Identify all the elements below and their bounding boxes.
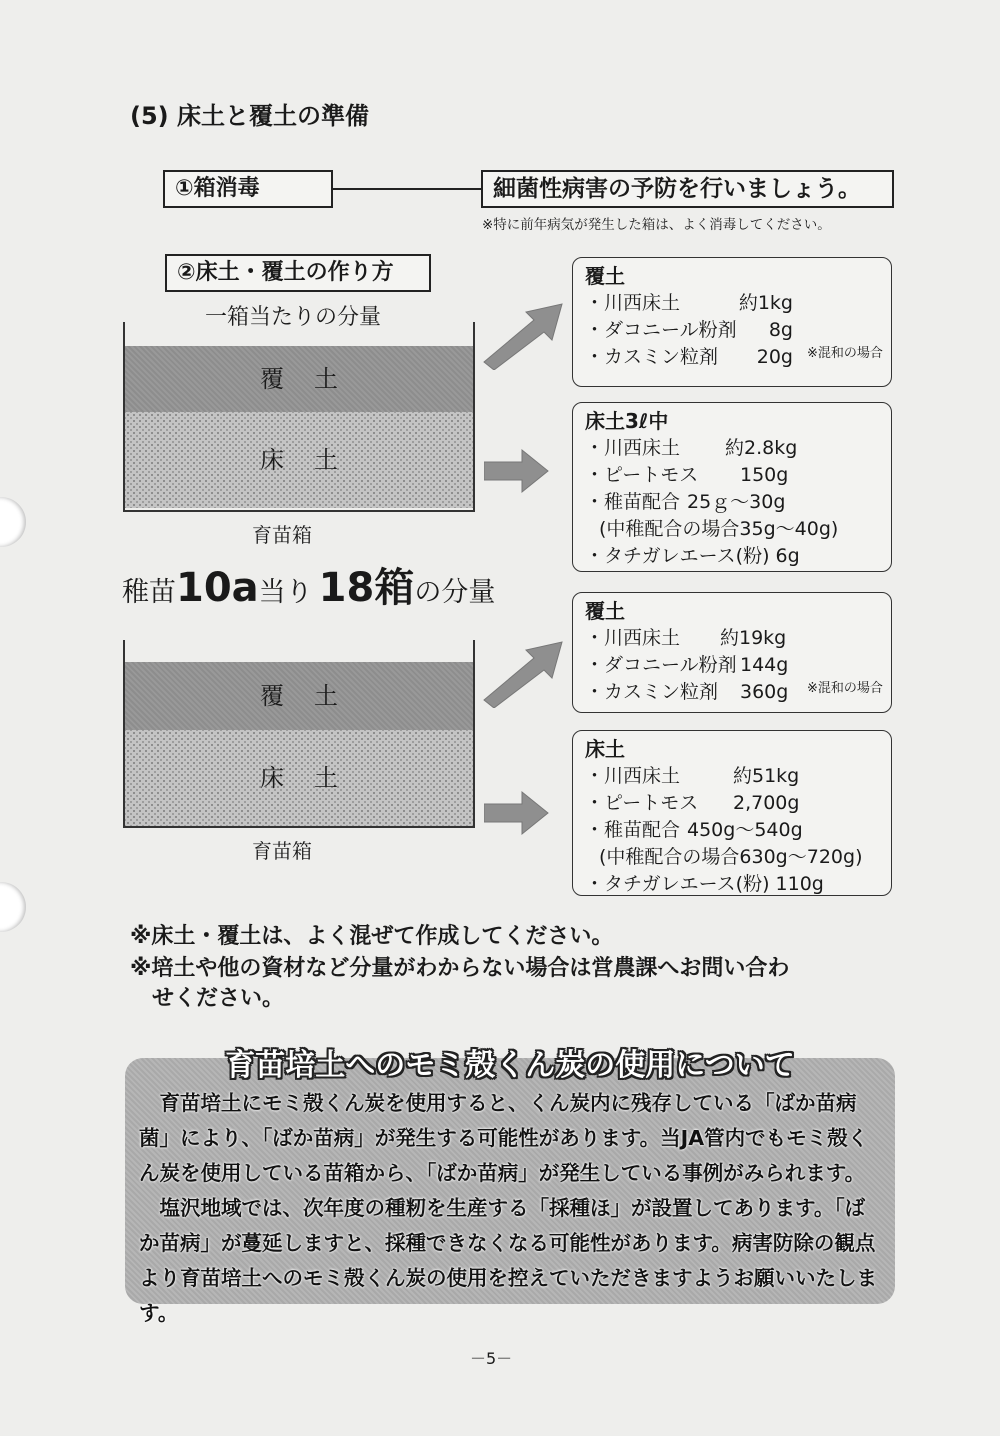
step1-message: 細菌性病害の予防を行いましょう。 [481,170,894,208]
bed-soil-box-2 [572,730,892,896]
per-box-caption: 一箱当たりの分量 [205,305,382,330]
item-name: ・カスミン粒剤 [585,346,719,368]
item-amount: 約2.8kg [725,437,798,459]
list-item [585,489,879,516]
item-amount: 144g [740,654,789,676]
page-number: －5－ [470,1349,513,1368]
list-item [585,462,879,489]
note-mix: ※床土・覆土は、よく混ぜて作成してください。 [130,924,614,949]
cover-soil-layer: 覆土 [125,662,473,730]
bed-soil-box-1 [572,402,892,572]
empty-space [125,640,473,662]
cover-soil-layer: 覆土 [125,346,473,412]
cover-soil-box-1 [572,257,892,387]
item-name: ・カスミン粒剤 [585,681,719,703]
item-name: ・川西床土 [585,627,681,649]
list-item [585,817,879,844]
list-item [585,763,879,790]
banner-paragraph-2: 塩沢地域では、次年度の種籾を生産する「採種ほ」が設置してあります。「ばか苗病」が蔓延しますと、採種できなくなる可能性があります。病害防除の観点より育苗培土へのモミ殻くん炭の使用を控えていただきますようお願いいたします。 [139,1196,877,1325]
item-amount: 約19kg [720,627,787,649]
binder-hole-top [0,497,26,547]
section-title: (5) 床土と覆土の準備 [130,102,369,130]
banner-title: 育苗培土へのモミ殻くん炭の使用について [225,1048,795,1083]
item-note: ※混和の場合 [807,681,883,696]
step2-label: ②床土・覆土の作り方 [165,254,431,292]
item-amount: 約51kg [733,765,800,787]
item-amount: 8g [768,319,793,341]
list-item [585,290,879,317]
info-banner [125,1048,895,1325]
list-item-sub: (中稚配合の場合35g～40g) [599,518,839,540]
bed-soil-layer: 床土 [125,412,473,508]
banner-paragraph-1: 育苗培土にモミ殻くん炭を使用すると、くん炭内に残存している「ばか苗病菌」により、「ばか苗病」が発生する可能性があります。当JA管内でもモミ殻くん炭を使用している苗箱から、「ばか苗病」が発生している事例がみられます。 [139,1091,869,1185]
item-name: ・ダコニール粉剤 [585,654,737,676]
note-contact-cont: せください。 [152,986,285,1011]
banner-body [139,1086,881,1331]
list-item [585,679,883,706]
item-name: ・ダコニール粉剤 [585,319,737,341]
heading-mid: 当り [258,577,313,608]
connector-line [333,188,481,190]
arrow-up-icon [478,290,568,370]
item-amount: 2,700g [733,792,800,814]
empty-space [125,322,473,346]
seedling-box-diagram-1 [123,322,475,512]
step1-note: ※特に前年病気が発生した箱は、よく消毒してください。 [482,217,831,233]
item-amount: 25ｇ～30g [687,491,786,513]
item-name: ・稚苗配合 [585,491,681,513]
heading-prefix: 稚苗 [122,577,176,608]
bed-title-1: 床土3ℓ中 [585,409,669,433]
heading-big-1: 10a [176,565,259,611]
heading-suffix: の分量 [414,577,496,608]
item-name: ・ピートモス [585,792,699,814]
arrow-up-icon [478,628,568,708]
item-name: ・ピートモス [585,464,699,486]
item-note: ※混和の場合 [807,346,883,361]
box-label-2: 育苗箱 [252,839,312,863]
bed-title-2: 床土 [585,737,625,761]
item-amount: 20g [756,346,793,368]
cover-title-2: 覆土 [585,599,625,623]
item-name: ・川西床土 [585,437,681,459]
list-item: ・タチガレエース(粉) 6g [585,545,800,567]
cover-soil-box-2 [572,592,892,713]
list-item [585,790,879,817]
item-amount: 150g [740,464,789,486]
arrow-right-icon [484,446,550,496]
box-label-1: 育苗箱 [252,523,312,547]
cover-title-1: 覆土 [585,264,625,288]
seedling-box-diagram-2 [123,640,475,828]
arrow-right-icon [484,788,550,838]
step1-label: ①箱消毒 [163,170,333,208]
item-amount: 約1kg [738,292,793,314]
heading-big-2: 18箱 [318,565,415,611]
list-item-sub: (中稚配合の場合630g～720g) [599,846,863,868]
item-amount: 360g [740,681,789,703]
note-contact: ※培土や他の資材など分量がわからない場合は営農課へお問い合わ [130,956,790,981]
list-item [585,435,879,462]
binder-hole-bottom [0,882,26,932]
item-name: ・稚苗配合 [585,819,681,841]
list-item: ・タチガレエース(粉) 110g [585,873,824,895]
item-name: ・川西床土 [585,765,681,787]
item-amount: 450g～540g [687,819,803,841]
per-10a-heading [122,556,495,613]
list-item [585,344,883,371]
bed-soil-layer: 床土 [125,730,473,826]
item-name: ・川西床土 [585,292,681,314]
list-item [585,625,879,652]
